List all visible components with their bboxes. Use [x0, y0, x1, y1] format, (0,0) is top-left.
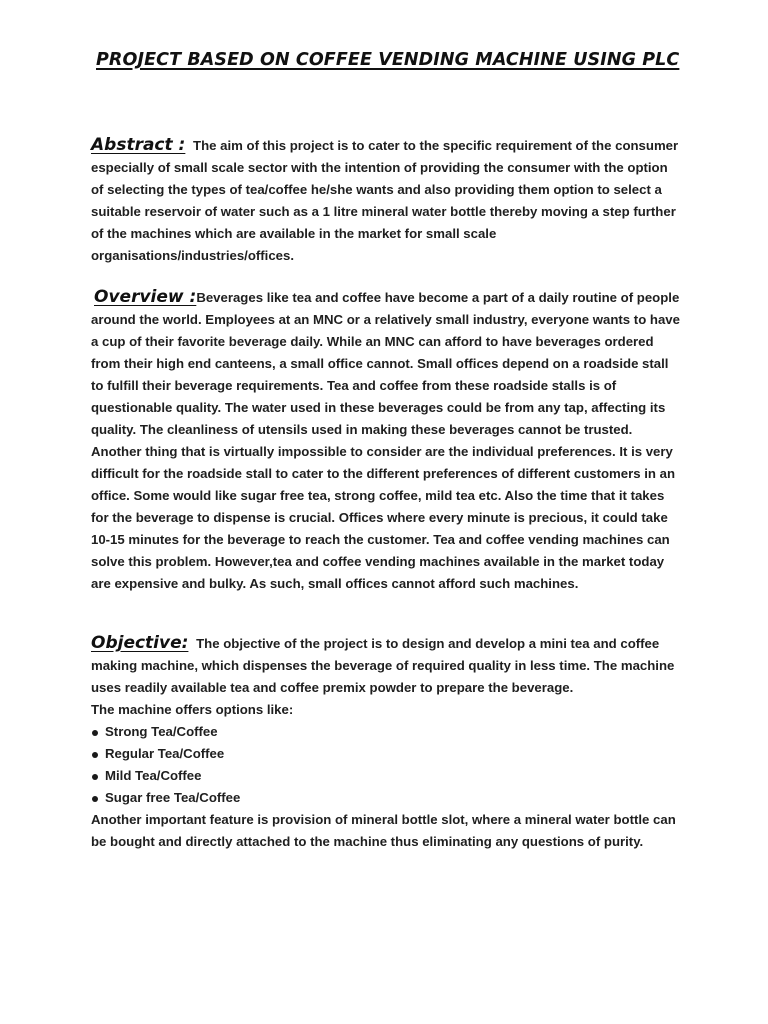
- overview-body: Beverages like tea and coffee have become a part of a daily routine of people around the world. Employees at an MNC or a relatively small industry, everyone wants to have a cup of their favorite beverage daily. While an MNC can afford to have beverages ordered from their high end canteens, a small office cannot. Small offices depend on a roadside stall to fulfill their beverage requirements. Tea and coffee from these roadside stalls is of questionable quality. The water used in these beverages could be from any tap, affecting its quality. The cleanliness of utensils used in making these beverages cannot be trusted. Another thing that is virtually impossible to consider are the individual preferences. It is very difficult for the roadside stall to cater to the different preferences of different customers in an office. Some would like sugar free tea, strong coffee, mild tea etc. Also the time that it takes for the beverage to dispense is crucial. Offices where every minute is precious, it could take 10-15 minutes for the beverage to reach the customer. Tea and coffee vending machines can solve this problem. However,tea and coffee vending machines available in the market today are expensive and bulky. As such, small offices cannot afford such machines.: [91, 290, 680, 591]
- list-item: Mild Tea/Coffee: [91, 765, 681, 787]
- objective-body: The objective of the project is to design and develop a mini tea and coffee making machine, which dispenses the beverage of required quality in less time. The machine uses readily available tea and coffee premix powder to prepare the beverage.: [91, 636, 675, 695]
- objective-closing: Another important feature is provision of mineral bottle slot, where a mineral water bottle can be bought and directly attached to the machine thus eliminating any questions of purity.: [91, 812, 676, 849]
- overview-heading: Overview :: [94, 287, 197, 307]
- options-intro: The machine offers options like:: [91, 702, 294, 717]
- objective-heading: Objective:: [91, 633, 189, 653]
- options-list: [91, 721, 681, 809]
- overview-section: [91, 286, 681, 595]
- document-title: PROJECT BASED ON COFFEE VENDING MACHINE USING PLC: [96, 50, 680, 70]
- abstract-heading: Abstract :: [91, 135, 186, 155]
- abstract-section: [91, 134, 681, 267]
- list-item: Strong Tea/Coffee: [91, 721, 681, 743]
- objective-section: [91, 632, 681, 853]
- abstract-body: The aim of this project is to cater to the specific requirement of the consumer especially of small scale sector with the intention of providing the consumer with the option of selecting the types of tea/coffee he/she wants and also providing them option to select a suitable reservoir of water such as a 1 litre mineral water bottle thereby moving a step further of the machines which are available in the market for small scale organisations/industries/offices.: [91, 138, 679, 263]
- list-item: Regular Tea/Coffee: [91, 743, 681, 765]
- list-item: Sugar free Tea/Coffee: [91, 787, 681, 809]
